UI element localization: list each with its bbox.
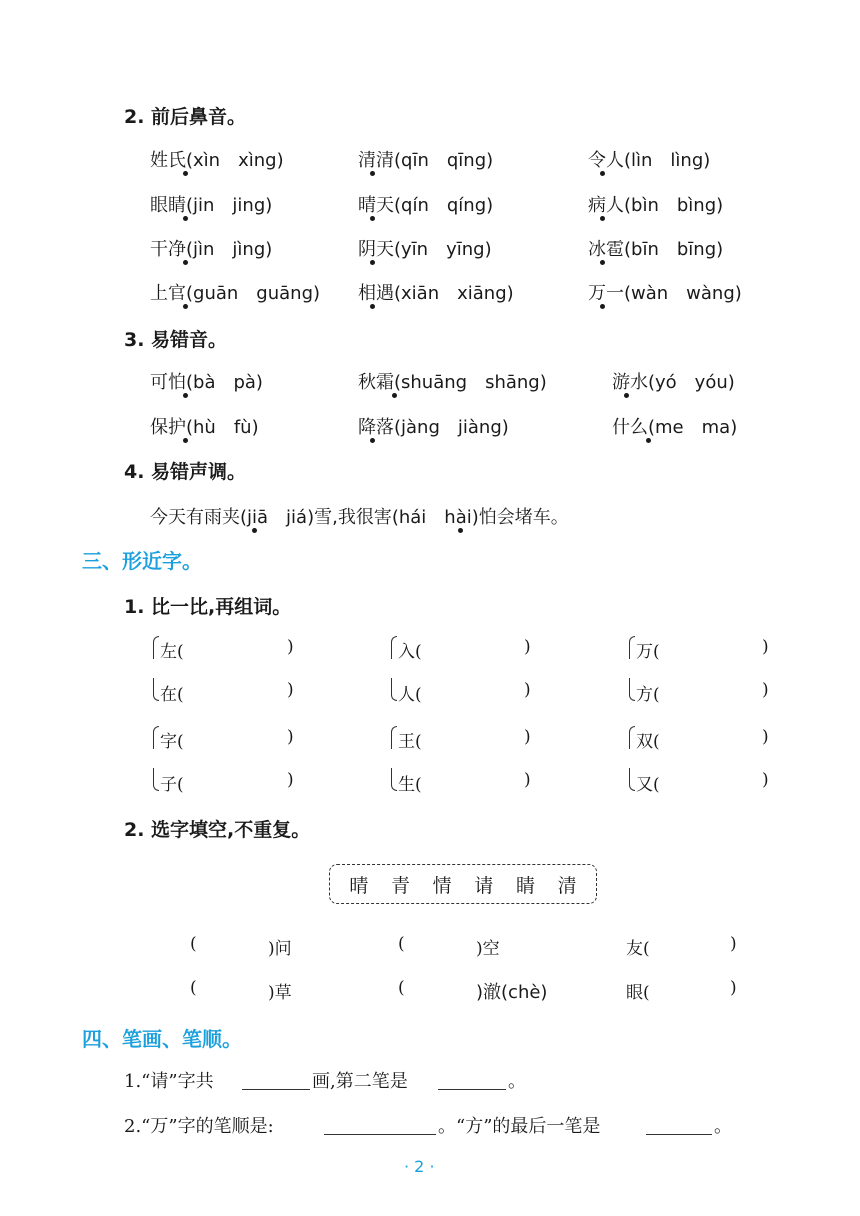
pinyin-item: 上官(guān guāng) [150,283,321,304]
emphasis-dot [392,393,397,398]
fill-blank-word: )草 [268,983,292,1003]
compare-char: 字( [160,732,184,752]
pinyin-item: 姓氏(xìn xìng) [150,150,284,171]
part-3-heading: 三、形近字。 [82,549,202,573]
compare-char: 子( [160,775,184,795]
section-4-heading: 4. 易错声调。 [124,461,247,483]
choice-char: 情 [432,874,452,897]
compare-char: 又( [636,775,660,795]
emphasis-dot [370,216,375,221]
emphasis-dot [183,171,188,176]
pinyin-item: 眼睛(jin jing) [150,195,273,216]
fill-blank-word: )问 [268,939,292,959]
pinyin-item: 病人(bìn bìng) [588,195,724,216]
pinyin-item: 秋霜(shuāng shāng) [358,372,547,393]
pinyin-item: 降落(jàng jiàng) [358,417,509,438]
emphasis-dot [624,393,629,398]
pinyin-item: 清清(qīn qīng) [358,150,494,171]
choice-char: 清 [557,874,577,897]
fill-blank-word: )澈(chè) [476,982,548,1003]
section-3-heading: 3. 易错音。 [124,329,228,351]
compare-char: 在( [160,685,184,705]
fill-heading: 2. 选字填空,不重复。 [124,819,311,841]
compare-char: 生( [398,775,422,795]
emphasis-dot [183,438,188,443]
pinyin-item: 令人(lìn lìng) [588,150,711,171]
emphasis-dot [370,260,375,265]
pinyin-item: 万一(wàn wàng) [588,283,742,304]
choice-char: 请 [474,874,494,897]
choice-char: 青 [390,874,410,897]
emphasis-dot [183,304,188,309]
emphasis-dot [600,216,605,221]
emphasis-dot [183,393,188,398]
answer-blank[interactable] [438,1089,506,1090]
pinyin-item: 相遇(xiān xiāng) [358,283,514,304]
emphasis-dot [646,438,651,443]
pinyin-item: 冰雹(bīn bīng) [588,239,724,260]
emphasis-dot [370,171,375,176]
pinyin-item: 保护(hù fù) [150,417,259,438]
emphasis-dot [458,528,463,533]
emphasis-dot [183,216,188,221]
part-4-heading: 四、笔画、笔顺。 [82,1027,242,1051]
choice-char: 睛 [515,874,535,897]
compare-char: 万( [636,642,660,662]
pinyin-item: 游水(yó yóu) [612,372,735,393]
emphasis-dot [370,304,375,309]
compare-char: 方( [636,685,660,705]
fill-blank-word: 友( [626,939,650,959]
stroke-question-2: 2.“万”字的笔顺是: [124,1116,274,1137]
answer-blank[interactable] [242,1089,310,1090]
compare-char: 双( [636,732,660,752]
tone-sentence: 今天有雨夹(jiā jiá)雪,我很害(hái hài)怕会堵车。 [150,507,569,528]
emphasis-dot [600,304,605,309]
section-2-heading: 2. 前后鼻音。 [124,106,247,128]
pinyin-item: 可怕(bà pà) [150,372,263,393]
page-number: · 2 · [404,1157,435,1176]
compare-char: 王( [398,732,422,752]
compare-char: 入( [398,642,422,662]
choice-char: 晴 [349,874,369,897]
pinyin-item: 晴天(qín qíng) [358,195,494,216]
pinyin-item: 什么(me ma) [612,417,738,438]
emphasis-dot [183,260,188,265]
emphasis-dot [370,438,375,443]
pinyin-item: 阴天(yīn yīng) [358,239,492,260]
stroke-question-1: 1.“请”字共 [124,1071,214,1092]
compare-heading: 1. 比一比,再组词。 [124,596,292,618]
emphasis-dot [600,171,605,176]
compare-char: 人( [398,685,422,705]
character-choice-box [329,864,597,904]
fill-blank-word: 眼( [626,983,650,1003]
answer-blank[interactable] [646,1134,712,1135]
emphasis-dot [600,260,605,265]
fill-blank-word: )空 [476,939,500,959]
answer-blank[interactable] [324,1134,436,1135]
pinyin-item: 干净(jìn jìng) [150,239,273,260]
compare-char: 左( [160,642,184,662]
emphasis-dot [252,528,257,533]
